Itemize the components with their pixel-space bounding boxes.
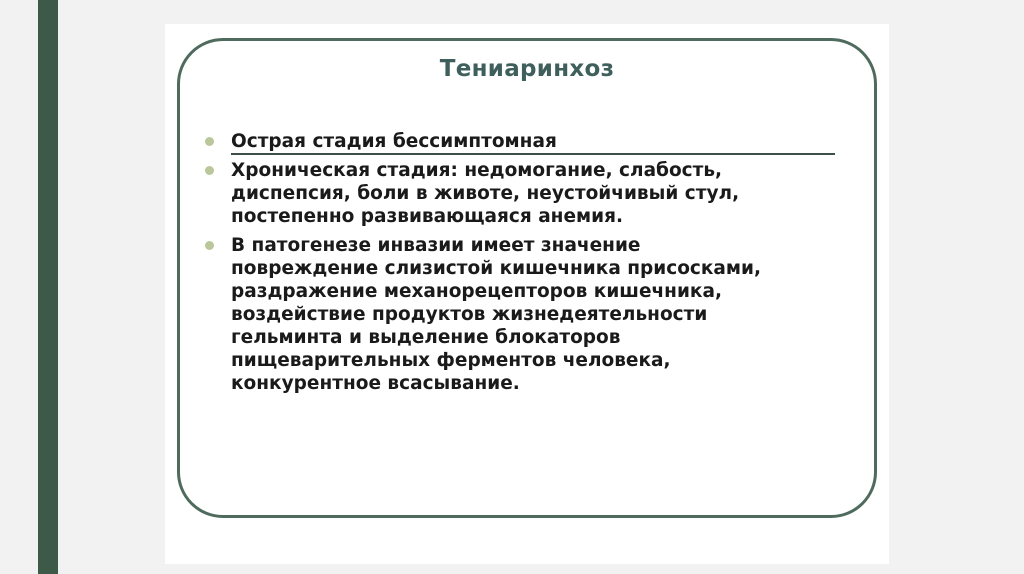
slide xyxy=(165,24,889,564)
slide-title: Тениаринхоз xyxy=(439,56,615,82)
bullet-list xyxy=(205,130,855,401)
bullet-item xyxy=(205,159,855,228)
bullet-dot-icon xyxy=(205,241,214,250)
bullet-item xyxy=(205,130,855,153)
bullet-text: Острая стадия бессимптомная xyxy=(231,131,557,152)
bullet-dot-icon xyxy=(205,137,214,146)
bullet-text: Хроническая стадия: недомогание, слабость, диспепсия, боли в животе, неустойчивый стул, постепенно развивающаяся анемия. xyxy=(231,160,740,227)
left-accent-bar xyxy=(38,0,58,574)
bullet-text: В патогенезе инвазии имеет значение повреждение слизистой кишечника присосками, раздражение механорецепторов кишечника, воздействие продуктов жизнедеятельности гельминта и выделение блокаторов пищеварительных ферментов человека, конкурентное всасывание. xyxy=(231,235,762,394)
bullet-item xyxy=(205,234,855,395)
bullet-dot-icon xyxy=(205,166,214,175)
